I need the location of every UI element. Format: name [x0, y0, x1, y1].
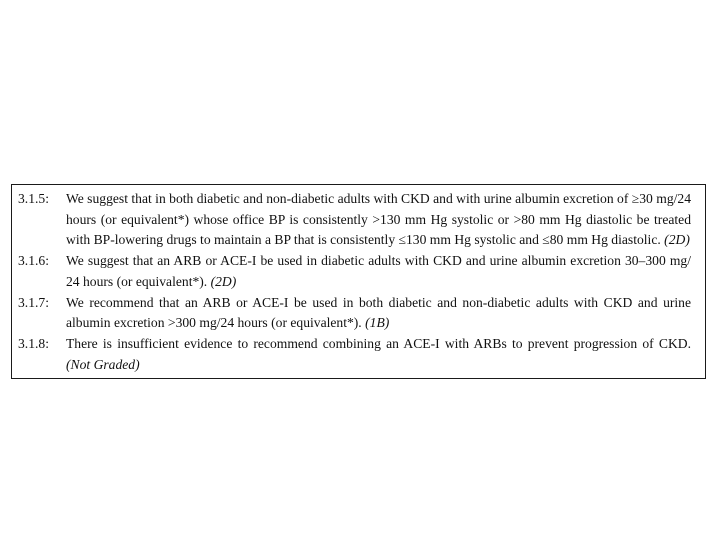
recommendation-number: 3.1.5: — [18, 191, 49, 206]
recommendation-3-1-6 — [18, 251, 691, 292]
recommendation-3-1-8 — [18, 334, 691, 375]
recommendation-body — [66, 189, 691, 251]
recommendation-text: We recommend that an ARB or ACE-I be used in both diabetic and non-diabetic adults with CKD and urine albumin excretion >300 mg/24 hours (or equivalent*). — [66, 294, 691, 331]
recommendation-body — [66, 334, 691, 375]
recommendation-3-1-7 — [18, 293, 691, 334]
recommendations-box — [11, 184, 706, 379]
recommendation-number: 3.1.6: — [18, 253, 49, 269]
recommendation-3-1-5 — [18, 189, 691, 251]
evidence-grade: (2D) — [210, 273, 237, 289]
recommendation-text: We suggest that an ARB or ACE-I be used in diabetic adults with CKD and urine albumin excretion 30–300 mg/ 24 hours (or equivalent*). — [66, 253, 691, 289]
recommendation-number: 3.1.7: — [18, 294, 49, 310]
evidence-grade: (Not Graded) — [66, 356, 140, 372]
evidence-grade: (2D) — [664, 232, 690, 248]
evidence-grade: (1B) — [365, 315, 390, 331]
recommendation-text: We suggest that in both diabetic and non-diabetic adults with CKD and with urine albumin excretion of ≥30 mg/24 hours (or equivalent*) whose office BP is consistently >130 mm Hg systolic or >80 mm Hg diastolic be treated with BP-lowering drugs to maintain a BP that is consistently ≤130 mm Hg systolic and ≤80 mm Hg diastolic. — [66, 191, 691, 248]
recommendation-body — [66, 293, 691, 334]
recommendation-text: There is insufficient evidence to recommend combining an ACE-I with ARBs to prevent progression of CKD. — [66, 335, 691, 351]
recommendation-number: 3.1.8: — [18, 335, 49, 351]
recommendation-body — [66, 251, 691, 292]
